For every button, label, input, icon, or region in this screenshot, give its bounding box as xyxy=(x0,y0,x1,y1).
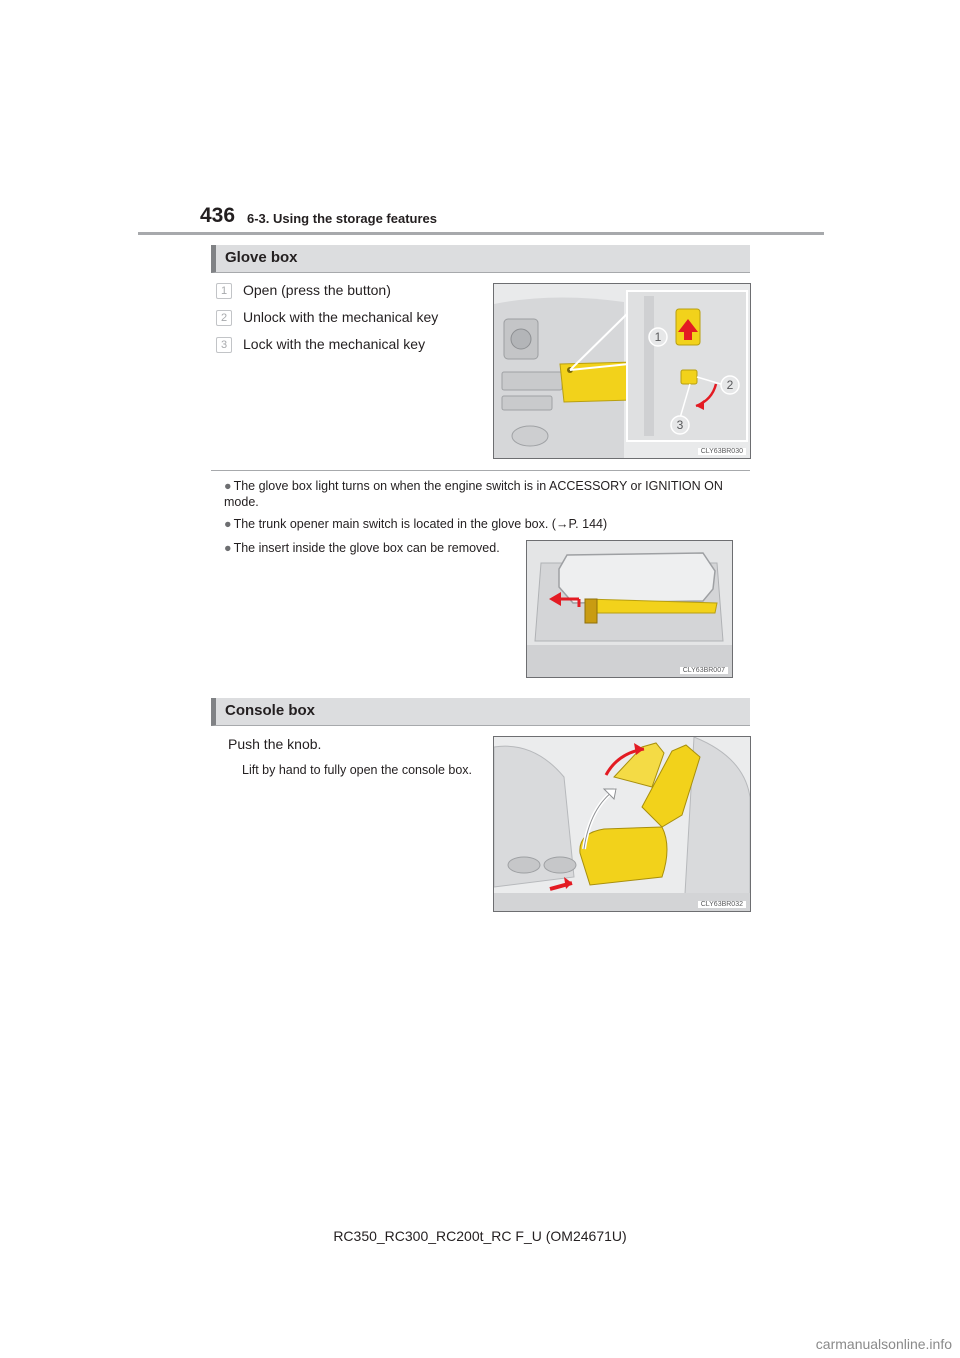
step-2-number: 2 xyxy=(216,310,232,326)
step-1-number: 1 xyxy=(216,283,232,299)
console-figure-code: CLY63BR032 xyxy=(698,901,746,908)
step-1-text: Open (press the button) xyxy=(243,282,391,298)
callout-1-label: 1 xyxy=(654,330,662,344)
model-code-footer: RC350_RC300_RC200t_RC F_U (OM24671U) xyxy=(333,1228,627,1244)
glove-box-illustration xyxy=(494,284,750,458)
header-rule xyxy=(138,232,824,235)
bullet-icon: ● xyxy=(224,517,232,531)
watermark: carmanualsonline.info xyxy=(815,1336,952,1352)
step-3-number: 3 xyxy=(216,337,232,353)
console-instruction: Push the knob. xyxy=(228,736,322,752)
note-trunk-opener xyxy=(224,516,750,532)
step-2-text: Unlock with the mechanical key xyxy=(243,309,439,325)
callout-3-label: 3 xyxy=(676,418,684,432)
callout-2-label: 2 xyxy=(726,378,734,392)
note-insert-text: The insert inside the glove box can be removed. xyxy=(233,541,500,555)
note-light xyxy=(224,478,750,510)
section-title: 6-3. Using the storage features xyxy=(247,211,437,226)
bullet-icon: ● xyxy=(224,479,232,493)
notes-divider xyxy=(211,470,750,471)
glove-box-insert-figure xyxy=(526,540,733,678)
console-box-illustration xyxy=(494,737,750,911)
insert-figure-code: CLY63BR007 xyxy=(680,667,728,674)
glove-box-insert-illustration xyxy=(527,541,732,677)
glove-box-figure-code: CLY63BR030 xyxy=(698,448,746,455)
bullet-icon: ● xyxy=(224,541,232,555)
console-detail: Lift by hand to fully open the console box. xyxy=(242,763,473,777)
glove-box-title: Glove box xyxy=(225,249,298,266)
console-box-figure xyxy=(493,736,751,912)
glove-box-figure xyxy=(493,283,751,459)
note-trunk-opener-text: The trunk opener main switch is located in the glove box. (→P. 144) xyxy=(233,517,608,531)
note-insert xyxy=(224,540,514,556)
console-box-title: Console box xyxy=(225,702,316,719)
console-box-heading xyxy=(211,698,750,726)
page-number: 436 xyxy=(200,204,236,227)
step-3-text: Lock with the mechanical key xyxy=(243,336,426,352)
glove-box-heading xyxy=(211,245,750,273)
note-light-text: The glove box light turns on when the engine switch is in ACCESSORY or IGNITION ON mode. xyxy=(224,479,723,509)
